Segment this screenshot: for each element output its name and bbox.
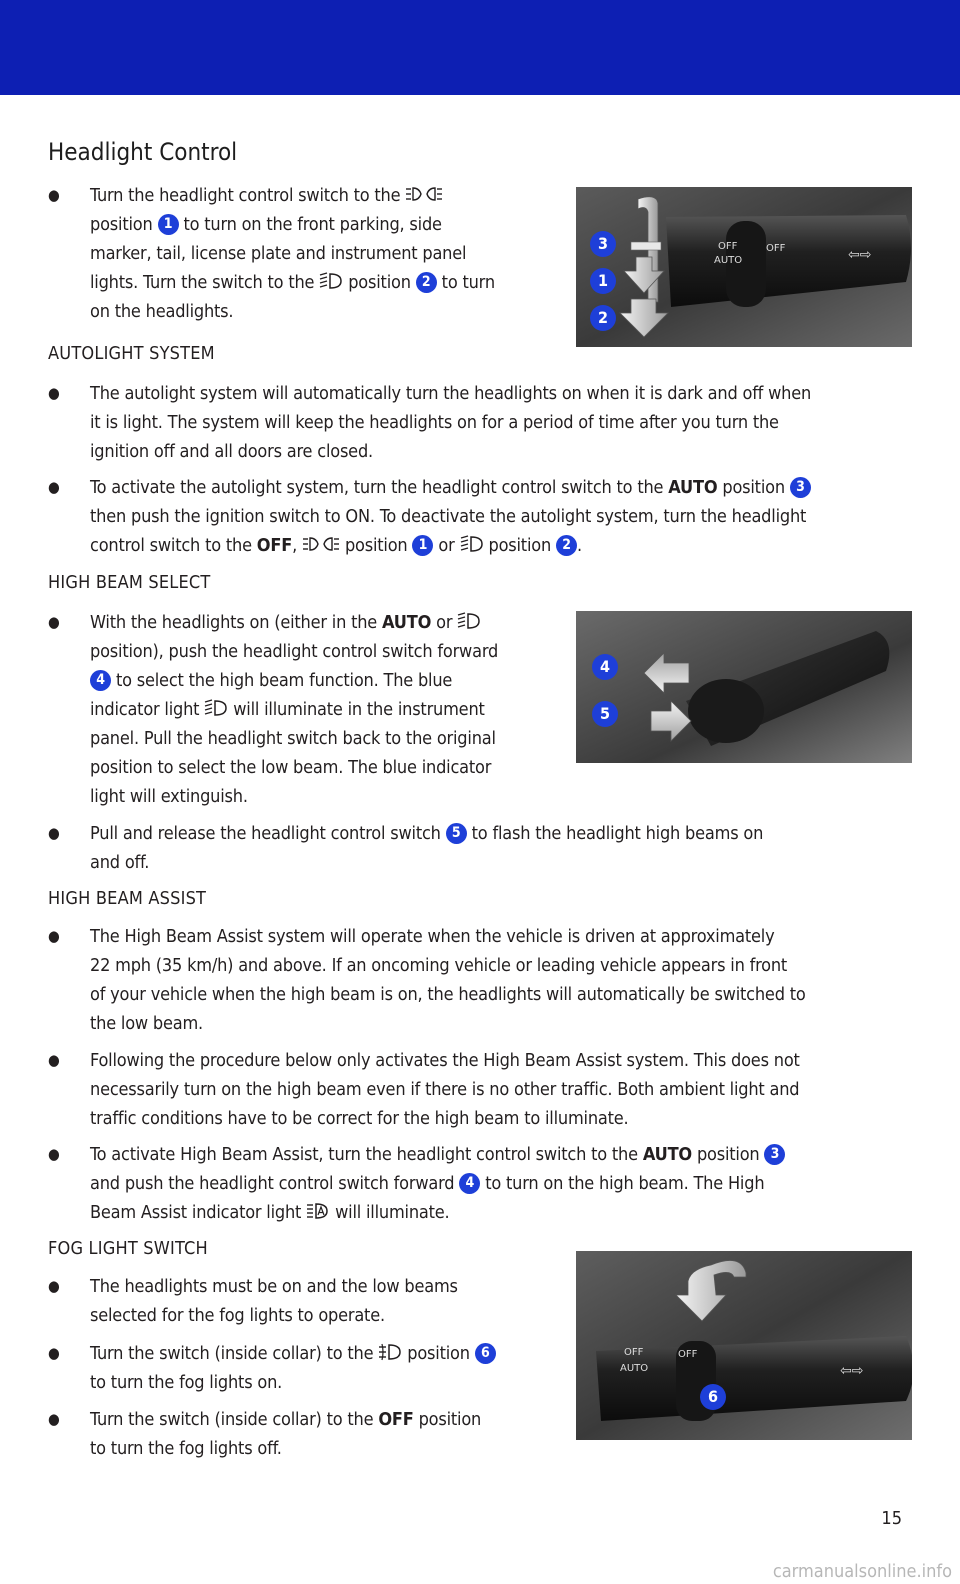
photo-badge-3: 3: [590, 231, 616, 257]
bullet-icon: ●: [48, 613, 60, 631]
bullet-icon: ●: [48, 824, 60, 842]
paragraph-fog-requirement: The headlights must be on and the low beams selected for the fog lights to operate.: [90, 1276, 458, 1326]
headlight-icon: [319, 272, 343, 290]
bullet-icon: ●: [48, 1051, 60, 1069]
photo-badge-4: 4: [592, 654, 618, 680]
badge-2: 2: [416, 272, 437, 293]
paragraph-assist-activate: To activate High Beam Assist, turn the headlight control switch to the AUTO position 3 and push the headlight control switch forward 4 to turn on the high beam. The High Beam Assist indicator light will illuminate.: [90, 1140, 920, 1227]
section-heading-autolight: AUTOLIGHT SYSTEM: [48, 343, 215, 364]
section-heading-high-beam: HIGH BEAM SELECT: [48, 572, 211, 593]
section-heading-high-beam-assist: HIGH BEAM ASSIST: [48, 888, 207, 909]
badge-2: 2: [556, 535, 577, 556]
headlight-icon: [457, 612, 481, 630]
badge-4: 4: [459, 1173, 480, 1194]
high-beam-photo: [576, 611, 912, 763]
high-beam-indicator-icon: [204, 699, 228, 717]
badge-4: 4: [90, 670, 111, 691]
fog-light-icon: [378, 1343, 402, 1361]
bullet-icon: ●: [48, 186, 60, 204]
paragraph-assist-procedure: Following the procedure below only activates the High Beam Assist system. This does not necessarily turn on the high beam even if there is no other traffic. Both ambient light and traffic conditions have to be correct for the high beam to illuminate.: [90, 1050, 800, 1129]
section-heading-fog-light: FOG LIGHT SWITCH: [48, 1238, 208, 1259]
stalk-illustration: [576, 187, 912, 347]
badge-1: 1: [158, 214, 179, 235]
badge-3: 3: [790, 477, 811, 498]
paragraph-autolight-desc: The autolight system will automatically turn the headlights on when it is dark and off when it is light. The system will keep the headlights on for a period of time after you turn the ignition off and all doors are closed.: [90, 383, 812, 462]
bullet-icon: ●: [48, 478, 60, 496]
photo-badge-5: 5: [592, 701, 618, 727]
bullet-icon: ●: [48, 1410, 60, 1428]
bullet-icon: ●: [48, 1145, 60, 1163]
headlight-icon: [460, 535, 484, 553]
top-banner: [0, 0, 960, 95]
svg-text:OFF: OFF: [766, 243, 786, 254]
svg-text:⇦⇨: ⇦⇨: [840, 1363, 864, 1379]
svg-text:OFF: OFF: [678, 1349, 698, 1360]
parking-lights-icon: [302, 536, 340, 553]
bullet-icon: ●: [48, 1277, 60, 1295]
paragraph-fog-on: Turn the switch (inside collar) to the position 6 to turn the fog lights on.: [90, 1339, 560, 1397]
svg-text:AUTO: AUTO: [620, 1363, 649, 1374]
badge-3: 3: [764, 1144, 785, 1165]
stalk-illustration: [576, 611, 912, 763]
watermark: carmanualsonline.info: [772, 1561, 952, 1582]
paragraph-autolight-activate: To activate the autolight system, turn the headlight control switch to the AUTO position 3 then push the ignition switch to ON. To deactivate the autolight system, turn the headlight control switch to the OFF, position 1 or position 2 .: [90, 473, 920, 560]
photo-badge-1: 1: [590, 268, 616, 294]
svg-text:OFF: OFF: [718, 241, 738, 252]
photo-badge-2: 2: [590, 305, 616, 331]
svg-text:⇦⇨: ⇦⇨: [848, 247, 872, 263]
photo-badge-6: 6: [700, 1384, 726, 1410]
svg-text:AUTO: AUTO: [714, 255, 743, 266]
stalk-illustration: [576, 1251, 912, 1440]
badge-6: 6: [475, 1343, 496, 1364]
bullet-icon: ●: [48, 1344, 60, 1362]
page-number: 15: [881, 1508, 902, 1529]
bullet-icon: ●: [48, 927, 60, 945]
paragraph-fog-off: Turn the switch (inside collar) to the OFF position to turn the fog lights off.: [90, 1409, 482, 1459]
svg-text:OFF: OFF: [624, 1347, 644, 1358]
badge-5: 5: [446, 823, 467, 844]
badge-1: 1: [412, 535, 433, 556]
page-title: Headlight Control: [48, 138, 238, 166]
headlight-switch-photo: [576, 187, 912, 347]
paragraph-assist-desc: The High Beam Assist system will operate when the vehicle is driven at approximately 22 mph (35 km/h) and above. If an oncoming vehicle or leading vehicle appears in front of your vehicle when the high beam is on, the headlights will automatically be switched to the low beam.: [90, 926, 806, 1034]
paragraph-high-beam-select: With the headlights on (either in the AUTO or position), push the headlight control switch forward 4 to select the high beam function. The blue indicator light will illuminate in the instrument panel. Pull the headlight switch back to the original position to select the low beam. The blue indicator light will extinguish.: [90, 612, 499, 807]
bullet-icon: ●: [48, 384, 60, 402]
paragraph-headlight-switch: Turn the headlight control switch to the position 1 to turn on the front parking, side marker, tail, license plate and instrument panel lights. Turn the switch to the position 2 to turn on the headlights.: [90, 185, 495, 322]
high-beam-assist-icon: [306, 1202, 330, 1220]
fog-light-photo: [576, 1251, 912, 1440]
paragraph-flash-beams: Pull and release the headlight control switch 5 to flash the headlight high beams on and off.: [90, 823, 764, 873]
parking-lights-icon: [405, 186, 443, 203]
